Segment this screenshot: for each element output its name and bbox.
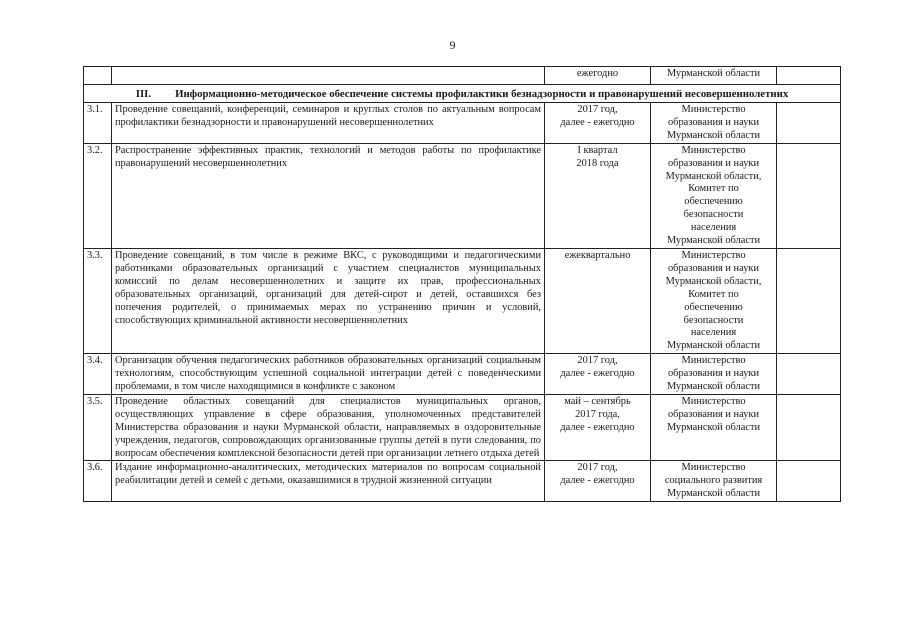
cell-term: 2017 год, далее - ежегодно	[545, 103, 651, 144]
cell-num: 3.2.	[84, 143, 112, 248]
cell-extra	[777, 461, 841, 502]
table-row	[84, 394, 841, 461]
cell-extra	[777, 103, 841, 144]
cell-extra	[777, 394, 841, 461]
table-row-continued	[84, 67, 841, 85]
cell-term: 2017 год, далее - ежегодно	[545, 461, 651, 502]
table-row	[84, 461, 841, 502]
cell-extra	[777, 67, 841, 85]
cell-text: Издание информационно-аналитических, методических материалов по вопросам социальной реабилитации детей и семей с детьми, оказавшимися в трудной жизненной ситуации	[112, 461, 545, 502]
cell-extra	[777, 143, 841, 248]
cell-term: ежегодно	[545, 67, 651, 85]
cell-term: ежеквартально	[545, 248, 651, 353]
cell-num: 3.3.	[84, 248, 112, 353]
cell-num: 3.6.	[84, 461, 112, 502]
table-row	[84, 354, 841, 395]
section-title: Информационно-методическое обеспечение системы профилактики безнадзорности и правонарушений несовершеннолетних	[175, 88, 789, 100]
cell-responsible: Мурманской области	[651, 67, 777, 85]
section-number: III.	[135, 88, 152, 100]
cell-num: 3.1.	[84, 103, 112, 144]
cell-responsible: Министерство образования и науки Мурманской области, Комитет по обеспечению безопасности населения Мурманской области	[651, 248, 777, 353]
cell-responsible: Министерство образования и науки Мурманской области, Комитет по обеспечению безопасности населения Мурманской области	[651, 143, 777, 248]
cell-text: Организация обучения педагогических работников образовательных организаций социальным технологиям, способствующим успешной социальной интеграции детей с поведенческими проблемами, в том числе находящимися в конфликте с законом	[112, 354, 545, 395]
cell-num: 3.4.	[84, 354, 112, 395]
section-header-row	[84, 85, 841, 103]
table-row	[84, 143, 841, 248]
measures-table	[83, 66, 841, 502]
cell-term: май – сентябрь 2017 года, далее - ежегодно	[545, 394, 651, 461]
table-row	[84, 103, 841, 144]
cell-text: Проведение совещаний, в том числе в режиме ВКС, с руководящими и педагогическими работниками образовательных организаций с участием специалистов муниципальных комиссий по делам несовершеннолетних и защите их прав, профессиональных образовательных организаций, организаций для детей-сирот и детей, оставшихся без попечения родителей, о принимаемых мерах по устранению причин и условий, способствующих криминальной активности несовершеннолетних	[112, 248, 545, 353]
cell-responsible: Министерство социального развития Мурманской области	[651, 461, 777, 502]
cell-term: I квартал 2018 года	[545, 143, 651, 248]
cell-responsible: Министерство образования и науки Мурманской области	[651, 354, 777, 395]
cell-responsible: Министерство образования и науки Мурманской области	[651, 394, 777, 461]
cell-text	[112, 67, 545, 85]
cell-text: Проведение совещаний, конференций, семинаров и круглых столов по актуальным вопросам профилактики безнадзорности и правонарушений несовершеннолетних	[112, 103, 545, 144]
cell-text: Проведение областных совещаний для специалистов муниципальных органов, осуществляющих управление в сфере образования, уполномоченных представителей Министерства образования и науки Мурманской области, направляемых в оздоровительные учреждения, педагогов, сопровождающих организованные группы детей в пути следования, по вопросам обеспечения комплексной безопасности детей при организации летнего отдыха детей	[112, 394, 545, 461]
cell-num: 3.5.	[84, 394, 112, 461]
cell-num	[84, 67, 112, 85]
cell-term: 2017 год, далее - ежегодно	[545, 354, 651, 395]
table-row	[84, 248, 841, 353]
page-number: 9	[449, 38, 456, 52]
cell-extra	[777, 354, 841, 395]
cell-responsible: Министерство образования и науки Мурманской области	[651, 103, 777, 144]
section-header	[84, 85, 841, 103]
cell-extra	[777, 248, 841, 353]
cell-text: Распространение эффективных практик, технологий и методов работы по профилактике правонарушений несовершеннолетних	[112, 143, 545, 248]
